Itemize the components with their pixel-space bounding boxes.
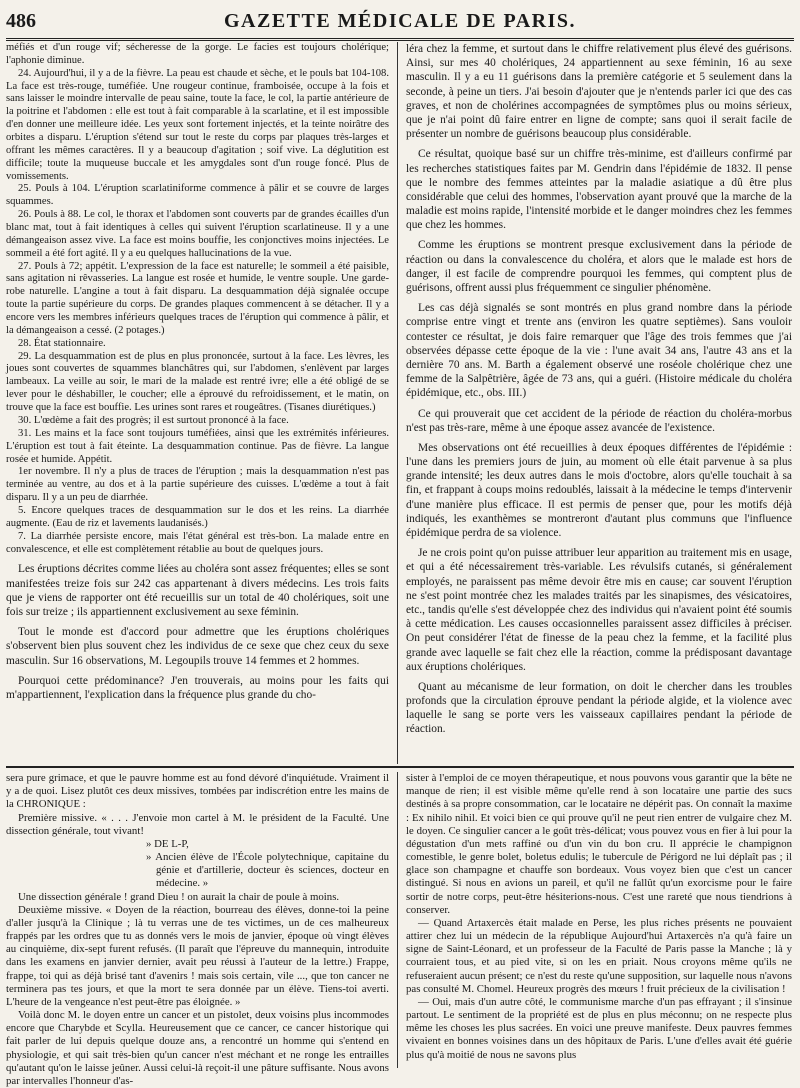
page-header [6,4,794,41]
observation-entry: 26. Pouls à 88. Le col, le thorax et l'abdomen sont couverts par de grandes écailles d'un blanc mat, tout à fait identiques à celles qui suivent l'éruption scarlatineuse. Il y a une démangeaison assez vive. La face est moins bouffie, les conjonctives moins injectées. Le sommeil a été fort agité. Il y a eu quelques hallucinations de la vue. [6,209,389,259]
missive-signature-title: » Ancien élève de l'École polytechnique, capitaine du génie et d'artillerie, docteur ès sciences, docteur en médecine. » [146,851,389,890]
observation-entry: méfiés et d'un rouge vif; sécheresse de la gorge. Le facies est toujours cholérique; l'aphonie diminue. [6,42,389,66]
body-paragraph: Ce qui prouverait que cet accident de la période de réaction du choléra-morbus n'est pas très-rare, même à une époque assez avancée de l'existence. [406,407,792,434]
body-paragraph: Quant au mécanisme de leur formation, on doit le chercher dans les troubles profonds que la circulation éprouve pendant la période algide, et la violence avec laquelle le sang se porte vers les vaisseaux capillaires pendant la période de réaction. [406,680,792,736]
feuilleton-paragraph: Voilà donc M. le doyen entre un cancer et un pistolet, deux voisins plus incommodes encore que Charybde et Scylla. Heureusement que ce cancer, ce cancer historique qui fait parler de lui depuis quelque douze ans, a rencontré un homme qui s'entend en physiologie, et qui sait très-bien qu'un cancer n'est méchant et ne ronge les entrailles qu'autant qu'on le laisse jeûner. Aussi celui-là reçoit-il une pâture suffisante. Nous avons par intervalles l'honneur d'as- [6,1009,389,1087]
observation-entry: 29. La desquammation est de plus en plus prononcée, surtout à la face. Les lèvres, les joues sont couvertes de squammes blanchâtres qui, sur l'abdomen, s'enlèvent par larges lambeaux. La veille au soir, le mari de la malade est rentré ivre; elle a été obligé de se lever pour le déshabiller, le coucher; elle a éprouvé du refroidissement, et le matin, on trouve que la face est bouffie. Les urines sont rares et rougeâtres. (Tisanes diurétiques.) [6,350,389,414]
body-paragraph: Pourquoi cette prédominance? J'en trouverais, au moins pour les faits qui m'appartiennent, l'explication dans la fréquence plus grande du cho- [6,674,389,701]
feuilleton-paragraph: sister à l'emploi de ce moyen thérapeutique, et nous pouvons vous garantir que la bête ne manque de rien; il est visible même qu'elle rend à son locataire une partie des sucs destinés à sa propre consommation, car le locataire ne dépérit pas. On connaît la maxime : Ex nihilo nihil. Et voici bien ce qui prouve qu'il ne peut rien entrer de vulgaire chez M. le doyen. Ce singulier cancer a le goût très-délicat; vous pouvez vous en fier à lui pour la dégustation d'un mets raffiné ou d'un vin du bon cru. Il apprécie le champignon comestible, le genre bolet, boletus edulis; le tubercule de Périgord ne lui déplaît pas ; il glace son champagne et chauffe son bordeaux. Vous voyez bien que c'est un cancer distingué. Si nous en avions un pareil, et qu'il ne fallût qu'un exorcisme pour le faire sortir de notre corps, peut-être hésiterions-nous. C'est une rareté que nous tiendrions à conserver. [406,772,792,916]
observation-entry: 5. Encore quelques traces de desquammation sur le dos et les reins. La diarrhée augmente. (Eau de riz et lavements laudanisés.) [6,504,389,529]
journal-title: GAZETTE MÉDICALE DE PARIS. [223,9,577,32]
body-paragraph: léra chez la femme, et surtout dans le chiffre relativement plus élevé des guérisons. Ainsi, sur mes 40 cholériques, 24 appartiennent au sexe féminin, 16 au sexe masculin. Il y a eu 11 guérisons dans la première catégorie et 5 seulement dans la seconde, à peine un tiers. J'ai besoin d'ajouter que je n'entends parler ici que des cas graves, et non de cholérines accompagnées de symptômes plus ou moins sérieux, que je n'ai point dû faire entrer en ligne de compte; sans quoi il serait facile de présenter un nombre de guérisons beaucoup plus considérable. [406,43,792,141]
observation-entry: 25. Pouls à 104. L'éruption scarlatiniforme commence à pâlir et se couvre de larges squammes. [6,183,389,208]
missive-text: Première missive. « . . . J'envoie mon cartel à M. le président de la Faculté. Une dissection générale, tout vivant! [6,811,389,837]
body-paragraph: Tout le monde est d'accord pour admettre que les éruptions cholériques s'observent bien plus souvent chez les individus de ce sexe que chez ceux du sexe masculin. Sur 16 observations, M. Legoupils trouve 14 femmes et 2 hommes. [6,626,389,667]
observation-entry: 24. Aujourd'hui, il y a de la fièvre. La peau est chaude et sèche, et le pouls bat 104-108. La face est très-rouge, tuméfiée. Une rougeur continue, framboisée, occupe à la fois et sans laisser le moindre intervalle de peau saine, toute la face, le col, la partie antérieure de la poitrine et l'abdomen : elle est tout à fait comparable à la scarlatine, et il est impossible d'en donner une meilleure idée. Les yeux sont fortement injectés, et la teinte noirâtre des orbites a disparu. L'éruption s'étend sur tout le reste du corps par plaques très-larges et offrant les mêmes caractères. Il y a beaucoup d'agitation ; soif vive. La déglutition est difficile; toute la muqueuse buccale et les amygdales sont d'un rouge foncé. Plus de vomissements. [6,67,389,182]
feuilleton-divider [6,766,794,768]
observation-entry: 7. La diarrhée persiste encore, mais l'état général est très-bon. La malade entre en convalescence, et elle est complètement rétablie au bout de quelques jours. [6,530,389,555]
page-number: 486 [6,9,36,32]
body-paragraph: Comme les éruptions se montrent presque exclusivement dans la période de réaction ou dans la convalescence du choléra, et alors que le malade est hors de danger, il est facile de comprendre pourquoi les femmes, qui comptent plus de guérisons, offrent aussi plus fréquemment ce singulier phénomène. [406,239,792,294]
feuilleton-left-column [6,772,398,1087]
feuilleton-paragraph: sera pure grimace, et que le pauvre homme est au fond dévoré d'inquiétude. Vraiment il y a de quoi. Lisez plutôt ces deux missives, tombées par indiscrétion entre les mains de la CHRONIQUE : [6,772,389,811]
feuilleton-right-column [398,772,792,1068]
observation-entry: 27. Pouls à 72; appétit. L'expression de la face est naturelle; le sommeil a été paisible, sans agitation ni rêvasseries. La langue est rosée et humide, le ventre souple. Une garde-robe naturelle. L'angine a tout à fait disparu. La desquammation déjà signalée occupe toute la partie supérieure du corps. De grandes plaques commencent à se détacher. Il y a encore vers les membres inférieurs quelques traces de l'éruption qui commence à pâlir, et la démangeaison a cessé. (2 potages.) [6,260,389,336]
feuilleton [6,772,794,1087]
article-body [6,42,794,764]
missive-signature: » DE L-P, [146,837,189,850]
body-paragraph: Les éruptions décrites comme liées au choléra sont assez fréquentes; elles se sont manifestées treize fois sur 242 cas appartenant à divers médecins. Les trois faits que je viens de rapporter ont été recueillis sur un total de 40 cholériques, soit une fois sur treize ; ils appartiennent exclusivement au sexe féminin. [6,563,389,618]
feuilleton-paragraph: — Quand Artaxercès était malade en Perse, les plus riches présents ne pouvaient attirer chez lui un médecin de la république Aujourd'hui Artaxercès n'a qu'à faire un signe de Saint-Léonard, et un professeur de la Faculté de Paris passe la Manche ; là y courraient tous, et au pied vite, si on les en priait. Nous croyons même qu'ils ne refuseraient aucun présent; ce n'est du reste qu'une supposition, sur laquelle nous n'avons pas consulté M. Chomel. Heureux progrès des mœurs ! fruit précieux de la civilisation ! [406,916,792,995]
observation-entry: 30. L'œdème a fait des progrès; il est surtout prononcé à la face. [18,414,289,426]
body-paragraph: Les cas déjà signalés se sont montrés en plus grand nombre dans la période comprise entre vingt et trente ans (environ les quatre septièmes). Sans vouloir contester ce résultat, je dois faire remarquer que l'âge des trois femmes que j'ai observées dépasse cette époque de la vie : l'une avait 34 ans, l'autre 43 ans et la dernière 70 ans. M. Barth a également observé une roséole cholérique chez une femme de la Salpêtrière, âgée de 73 ans, qui a guéri. (Histoire médicale du choléra épidémique, etc., obs. III.) [406,302,792,400]
observation-entry: 31. Les mains et la face sont toujours tuméfiées, ainsi que les extrémités inférieures. L'éruption est tout à fait éteinte. La desquammation continue. Pas de fièvre. La langue rosée et humide. Appétit. [6,427,389,465]
article-right-column [398,42,792,764]
observation-entry: 1er novembre. Il n'y a plus de traces de l'éruption ; mais la desquammation n'est pas terminée au ventre, au dos et à la partie supérieure des cuisses. L'œdème a tout à fait disparu. Il y a un peu de diarrhée. [6,466,389,504]
body-paragraph: Je ne crois point qu'on puisse attribuer leur apparition au traitement mis en usage, et qui a été nécessairement très-variable. Les révulsifs cutanés, si généralement employés, ne paraissent pas même devoir être mis en cause; car souvent l'éruption ne s'est point montrée chez les malades traités par les sinapismes, des vésicatoires, etc., tandis qu'elle s'est développée chez des individus qui n'avaient point été soumis à cette médication. Les causes occasionnelles paraissent assez difficiles à préciser. On peut considérer l'état de finesse de la peau chez la femme, et la facilité plus grande avec laquelle se fait chez elle la réaction, comme la prédisposant davantage aux éruptions cholériques. [406,547,792,673]
feuilleton-paragraph: Une dissection générale ! grand Dieu ! on aurait la chair de poule à moins. [18,890,340,903]
missive-text: Deuxième missive. « Doyen de la réaction, bourreau des élèves, donne-toi la peine d'aller jusqu'à la Clinique ; là tu verras une de tes victimes, un de ces malheureux frappés par les ordres que tu as donnés vers le mois de janvier, époque où vingt élèves au cinquième, dix-sept furent refusés. (Il paraît que l'épreuve du mannequin, introduite dans les examens en janvier dernier, avait peu réussi à l'auteur de la lettre.) Frappe, frappe, toi qui as déjà brisé tant d'avenirs ! mais sois certain, vile ..., que ton cancer ne terminera pas tes jours, et que la mort te sera donnée par un élève. Tiens-toi averti. L'heure de la vengeance n'est peut-être pas éloignée. » [6,903,389,1008]
body-paragraph: Mes observations ont été recueillies à deux époques différentes de l'épidémie : l'une dans les premiers jours de juin, au moment où elle était parvenue à sa plus grande intensité; les deux autres dans le mois d'octobre, alors qu'elle touchait à sa fin, et frappant à coups moins redoublés, laissait à la médecine le temps d'intervenir d'une manière plus efficace. Il est permis de penser que, pour les motifs déjà indiqués, les exanthèmes se montreront d'autant plus communs que l'influence épidémique perdra de sa violence. [406,441,792,539]
observation-entry: 28. État stationnaire. [18,337,106,349]
body-paragraph: Ce résultat, quoique basé sur un chiffre très-minime, est d'ailleurs confirmé par les recherches statistiques faites par M. Gendrin dans l'épidémie de 1832. Il pense que le nombre des femmes atteintes par la maladie asiatique a dû être plus considérable que celui des hommes, l'observation ayant prouvé que la marche de la maladie est moins rapide, l'intensité morbide et le danger moindres chez les femmes que chez les hommes. [406,148,792,232]
article-left-column [6,42,398,764]
feuilleton-paragraph: — Oui, mais d'un autre côté, le communisme marche d'un pas effrayant ; il s'insinue partout. Le sentiment de la propriété est de plus en plus méconnu; on ne respecte plus même les choses les plus sacrées. En voici une preuve manifeste. Deux pauvres femmes vivaient en bonnes voisines dans un des hôpitaux de Paris. L'une d'elles avait été guérie plus qu'à moitié de nous ne savons plus [406,995,792,1061]
